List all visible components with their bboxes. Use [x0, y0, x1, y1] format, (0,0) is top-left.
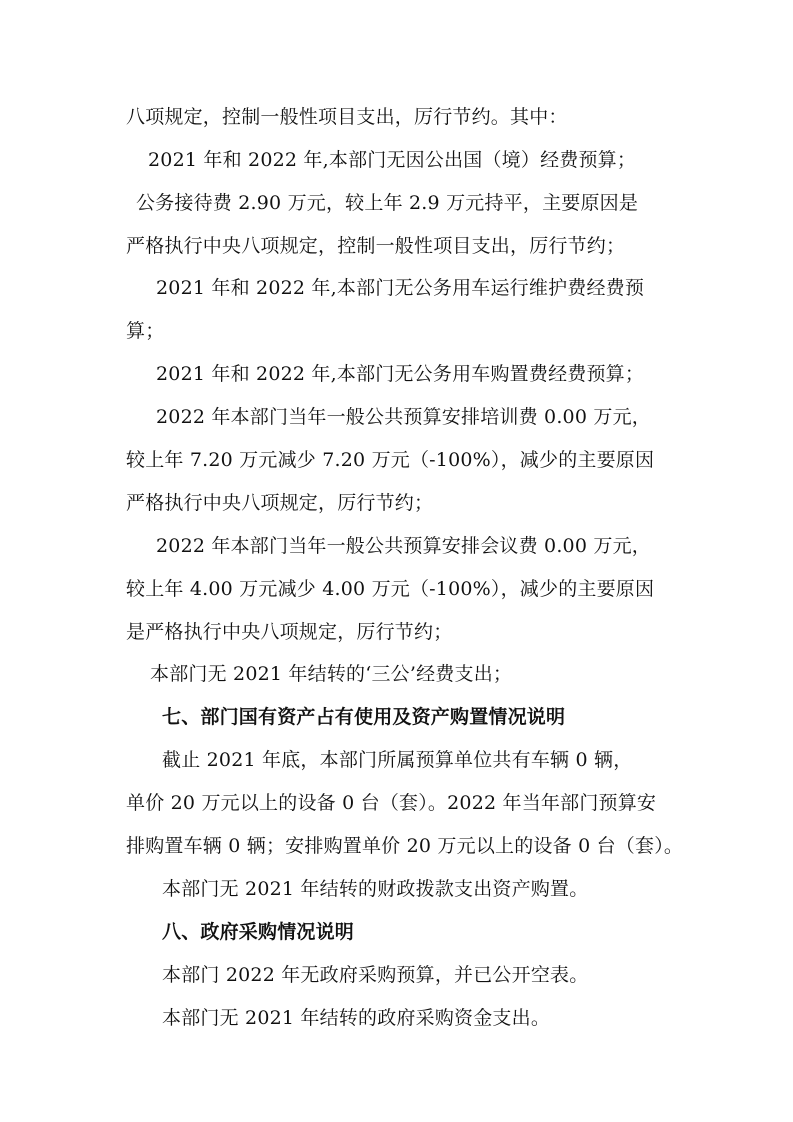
paragraph-line: 严格执行中央八项规定，厉行节约； [126, 492, 434, 514]
paragraph-line: 较上年 7.20 万元减少 7.20 万元（-100%），减少的主要原因 [126, 449, 655, 471]
paragraph-line: 2021 年和 2022 年,本部门无公务用车运行维护费经费预 [156, 277, 645, 299]
paragraph-line: 严格执行中央八项规定，控制一般性项目支出，厉行节约； [126, 235, 626, 257]
paragraph-line: 较上年 4.00 万元减少 4.00 万元（-100%），减少的主要原因 [126, 578, 655, 600]
paragraph-line: 八项规定，控制一般性项目支出，厉行节约。其中： [126, 106, 568, 128]
section-heading: 七、部门国有资产占有使用及资产购置情况说明 [162, 706, 566, 728]
paragraph-line: 2021 年和 2022 年,本部门无公务用车购置费经费预算； [156, 363, 645, 385]
paragraph-line: 截止 2021 年底，本部门所属预算单位共有车辆 0 辆， [162, 749, 633, 771]
paragraph-line: 2021 年和 2022 年,本部门无因公出国（境）经费预算； [148, 149, 637, 171]
section-heading: 八、政府采购情况说明 [162, 921, 355, 943]
paragraph-line: 单价 20 万元以上的设备 0 台（套）。2022 年当年部门预算安 [126, 792, 657, 814]
paragraph-line: 本部门无 2021 年结转的财政拨款支出资产购置。 [162, 878, 589, 900]
paragraph-line: 排购置车辆 0 辆；安排购置单价 20 万元以上的设备 0 台（套）。 [126, 835, 684, 857]
paragraph-line: 2022 年本部门当年一般公共预算安排会议费 0.00 万元， [156, 535, 651, 557]
paragraph-line: 本部门 2022 年无政府采购预算，并已公开空表。 [162, 964, 589, 986]
paragraph-line: 2022 年本部门当年一般公共预算安排培训费 0.00 万元， [156, 406, 651, 428]
paragraph-line: 算； [126, 320, 165, 342]
paragraph-line: 公务接待费 2.90 万元，较上年 2.9 万元持平，主要原因是 [136, 192, 639, 214]
paragraph-line: 本部门无 2021 年结转的‘三公’经费支出； [150, 663, 513, 685]
paragraph-line: 是严格执行中央八项规定，厉行节约； [126, 621, 453, 643]
paragraph-line: 本部门无 2021 年结转的政府采购资金支出。 [162, 1007, 551, 1029]
